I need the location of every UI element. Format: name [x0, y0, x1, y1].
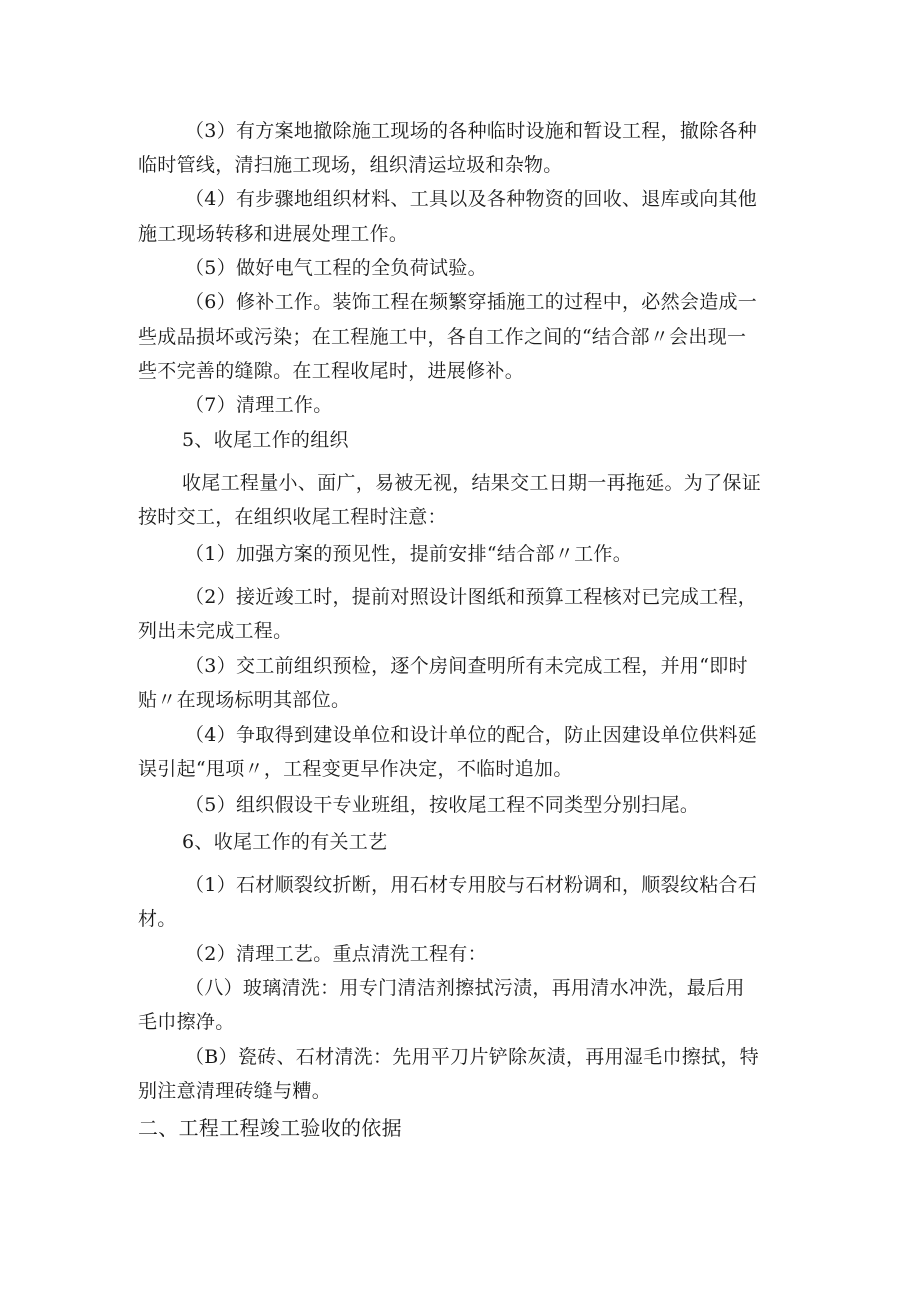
item-3-line-2: 临时管线，清扫施工现场，组织清运垃圾和杂物。	[138, 154, 563, 176]
item-6-line-3: 些不完善的缝隙。在工程收尾时，进展修补。	[138, 360, 525, 382]
craft-1-line-2: 材。	[138, 908, 177, 930]
note-3-line-1: （3）交工前组织预检，逐个房间查明所有未完成工程，并用“即时	[185, 655, 748, 677]
item-4-line-2: 施工现场转移和进展处理工作。	[138, 223, 409, 245]
item-6-line-1: （6）修补工作。装饰工程在频繁穿插施工的过程中，必然会造成一	[185, 291, 758, 313]
note-4-line-2: 误引起“甩项〃，工程变更早作决定，不临时追加。	[138, 758, 573, 780]
note-2-line-1: （2）接近竣工时，提前对照设计图纸和预算工程核对已完成工程，	[185, 586, 758, 608]
note-2-line-2: 列出未完成工程。	[138, 620, 293, 642]
item-4-line-1: （4）有步骤地组织材料、工具以及各种物资的回收、退库或向其他	[185, 188, 758, 210]
section-5-intro-line-2: 按时交工，在组织收尾工程时注意：	[138, 506, 447, 528]
section-5-intro-line-1: 收尾工程量小、面广，易被无视，结果交工日期一再拖延。为了保证	[182, 472, 762, 494]
craft-2a-line-1: （八）玻璃清洗：用专门清洁剂擦拭污渍，再用清水冲洗，最后用	[185, 977, 745, 999]
section-5-heading: 5、收尾工作的组织	[182, 429, 349, 451]
item-3-line-1: （3）有方案地撤除施工现场的各种临时设施和暂设工程，撤除各种	[185, 120, 758, 142]
craft-2a-line-2: 毛巾擦净。	[138, 1011, 235, 1033]
craft-2-line: （2）清理工艺。重点清洗工程有：	[185, 943, 487, 965]
section-6-heading: 6、收尾工作的有关工艺	[182, 831, 388, 853]
note-3-line-2: 贴〃在现场标明其部位。	[138, 689, 351, 711]
note-1-line: （1）加强方案的预见性，提前安排“结合部〃工作。	[185, 543, 633, 565]
note-5-line: （5）组织假设干专业班组，按收尾工程不同类型分别扫尾。	[185, 794, 700, 816]
craft-1-line-1: （1）石材顺裂纹折断，用石材专用胶与石材粉调和，顺裂纹粘合石	[185, 874, 758, 896]
item-6-line-2: 些成品损坏或污染；在工程施工中，各自工作之间的“结合部〃会出现一	[138, 326, 747, 348]
chapter-2-heading: 二、工程工程竣工验收的依据	[138, 1116, 402, 1140]
craft-2b-line-2: 别注意清理砖缝与糟。	[138, 1080, 332, 1102]
craft-2b-line-1: （B）瓷砖、石材清洗：先用平刀片铲除灰渍，再用湿毛巾擦拭，特	[185, 1046, 759, 1068]
item-7-line: （7）清理工作。	[185, 394, 333, 416]
note-4-line-1: （4）争取得到建设单位和设计单位的配合，防止因建设单位供料延	[185, 724, 758, 746]
item-5-line: （5）做好电气工程的全负荷试验。	[185, 257, 487, 279]
